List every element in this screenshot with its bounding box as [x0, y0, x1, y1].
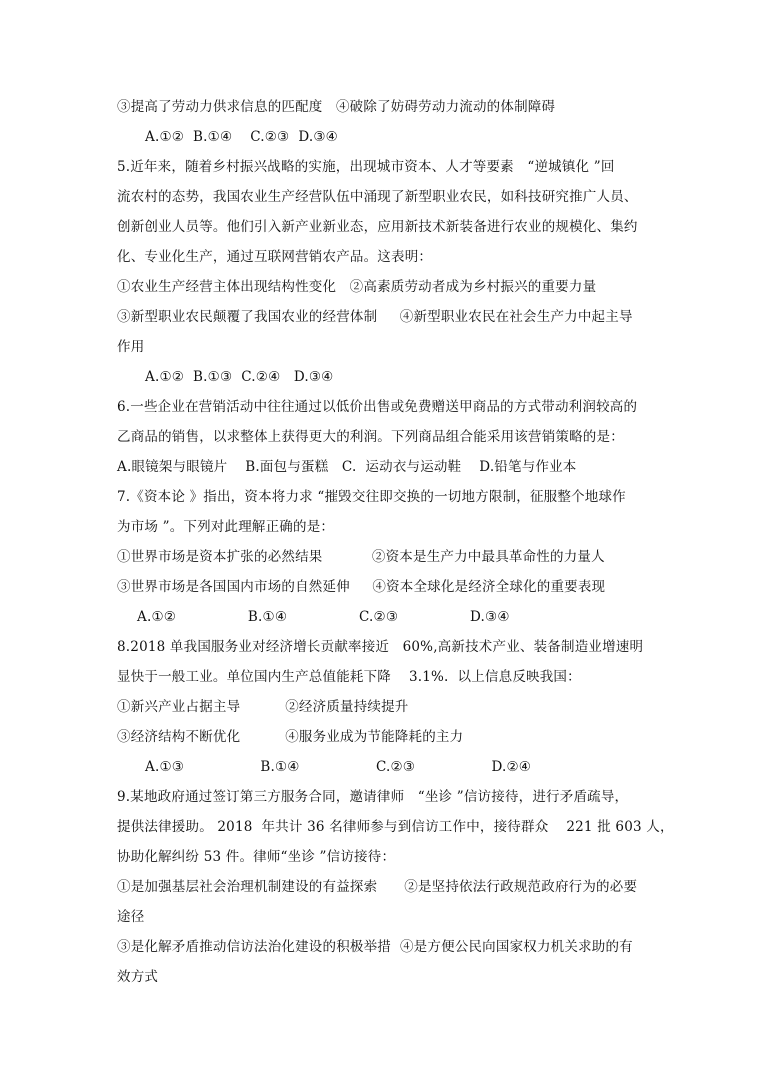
text-line: 流农村的态势，我国农业生产经营队伍中涌现了新型职业农民，如科技研究推广人员、: [117, 189, 638, 205]
text-line: 创新创业人员等。他们引入新产业新业态，应用新技术新装备进行农业的规模化、集约: [117, 219, 638, 235]
answer-options: A.①② B.①④ C.②③ D.③④: [145, 129, 338, 145]
text-line: 作用: [117, 339, 145, 355]
answer-options: A.①② B.①④ C.②③ D.③④: [137, 609, 510, 625]
answer-options: A.①③ B.①④ C.②③ D.②④: [145, 759, 532, 775]
text-line: ③是化解矛盾推动信访法治化建设的积极举措 ④是方便公民向国家权力机关求助的有: [117, 939, 633, 955]
text-line: 显快于一般工业。单位国内生产总值能耗下降 3.1%. 以上信息反映我国：: [117, 669, 581, 685]
text-line: 为市场 ”。下列对此理解正确的是：: [117, 519, 335, 535]
text-line: ①是加强基层社会治理机制建设的有益探索 ②是坚持依法行政规范政府行为的必要: [117, 879, 638, 895]
question-5-stem: 5.近年来，随着乡村振兴战略的实施，出现城市资本、人才等要素 “逆城镇化 ”回: [117, 159, 615, 175]
text-line: ③新型职业农民颠覆了我国农业的经营体制 ④新型职业农民在社会生产力中起主导: [117, 309, 633, 325]
answer-options: A.①② B.①③ C.②④ D.③④: [145, 369, 334, 385]
question-8-stem: 8.2018 单我国服务业对经济增长贡献率接近 60%,高新技术产业、装备制造业增速明: [117, 639, 644, 655]
text-line: ③经济结构不断优化 ④服务业成为节能降耗的主力: [117, 729, 464, 745]
text-line: 化、专业化生产，通过互联网营销农产品。这表明：: [117, 249, 433, 265]
text-line: ③提高了劳动力供求信息的匹配度 ④破除了妨碍劳动力流动的体制障碍: [117, 99, 556, 115]
text-line: ①新兴产业占据主导 ②经济质量持续提升: [117, 699, 409, 715]
text-line: ③世界市场是各国国内市场的自然延伸 ④资本全球化是经济全球化的重要表现: [117, 579, 606, 595]
text-line: ①世界市场是资本扩张的必然结果 ②资本是生产力中最具革命性的力量人: [117, 549, 605, 565]
answer-options: A.眼镜架与眼镜片 B.面包与蛋糕 C. 运动衣与运动鞋 D.铅笔与作业本: [117, 459, 577, 475]
text-line: 乙商品的销售，以求整体上获得更大的利润。下列商品组合能采用该营销策略的是：: [117, 429, 624, 445]
text-line: 协助化解纠纷 53 件。律师“坐诊 ”信访接待：: [117, 849, 396, 865]
text-line: 途径: [117, 909, 145, 925]
text-line: 效方式: [117, 969, 159, 985]
question-9-stem: 9.某地政府通过签订第三方服务合同，邀请律师 “坐诊 ”信访接待，进行矛盾疏导，: [117, 789, 629, 805]
text-line: ①农业生产经营主体出现结构性变化 ②高素质劳动者成为乡村振兴的重要力量: [117, 279, 597, 295]
question-7-stem: 7.《资本论 》指出，资本将力求 “摧毁交往即交换的一切地方限制，征服整个地球作: [117, 489, 626, 505]
question-6-stem: 6.一些企业在营销活动中往往通过以低价出售或免费赠送甲商品的方式带动利润较高的: [117, 399, 638, 415]
text-line: 提供法律援助。 2018 年共计 36 名律师参与到信访工作中，接待群众 221 批 603 人，: [117, 819, 674, 835]
